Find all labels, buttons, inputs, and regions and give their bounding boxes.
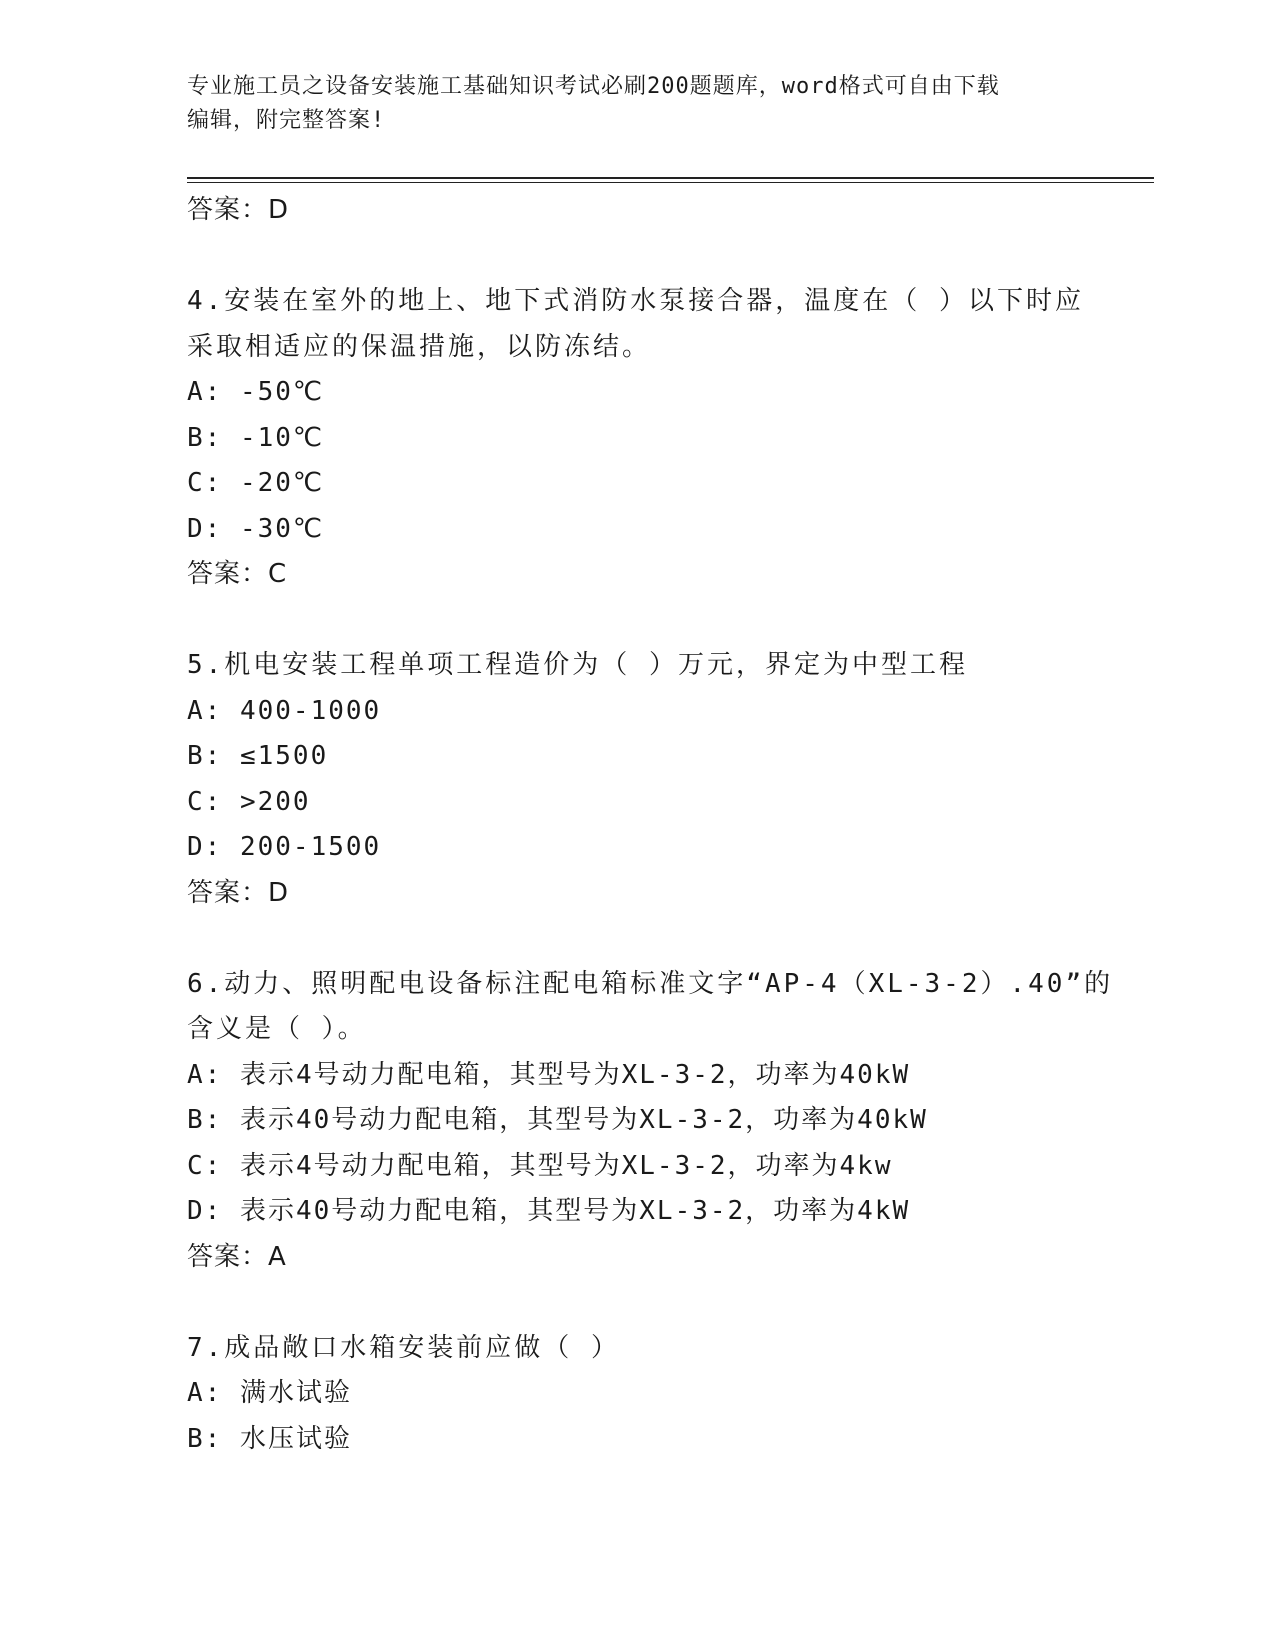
spacer (187, 916, 1117, 962)
question-7-option-b: B: 水压试验 (187, 1423, 352, 1454)
question-5-option-c: C: >200 (187, 786, 311, 817)
question-5-text-line-1: 5.机电安装工程单项工程造价为（ ）万元，界定为中型工程 (187, 650, 968, 680)
header-rule-thick (187, 177, 1154, 179)
question-4-text-line-1: 4.安装在室外的地上、地下式消防水泵接合器，温度在（ ）以下时应 (187, 286, 1084, 316)
header-rule-thin (187, 182, 1154, 183)
question-5-option-a: A: 400-1000 (187, 695, 382, 726)
question-4-option-d: D: -30℃ (187, 513, 325, 544)
question-4-option-b: B: -10℃ (187, 422, 325, 453)
spacer (187, 598, 1117, 644)
question-7 (187, 1326, 1117, 1463)
header-title-line-1: 专业施工员之设备安装施工基础知识考试必刷200题题库，word格式可自由下载 (187, 74, 1000, 99)
question-7-option-a: A: 满水试验 (187, 1378, 352, 1408)
question-5-option-d: D: 200-1500 (187, 832, 382, 862)
question-4-option-c: C: -20℃ (187, 468, 325, 498)
question-6-option-c: C: 表示4号动力配电箱，其型号为XL-3-2，功率为4kw (187, 1150, 893, 1181)
question-6-option-a: A: 表示4号动力配电箱，其型号为XL-3-2，功率为40kW (187, 1059, 911, 1090)
answer-q5: 答案：D (187, 877, 290, 908)
answer-q4: 答案：C (187, 559, 288, 589)
question-6-option-d: D: 表示40号动力配电箱，其型号为XL-3-2，功率为4kW (187, 1196, 911, 1226)
question-6-text-line-1: 6.动力、照明配电设备标注配电箱标准文字“AP-4（XL-3-2）.40”的 (187, 968, 1114, 999)
answer-q3: 答案：D (187, 195, 290, 225)
question-list (187, 188, 1117, 1462)
question-4-option-a: A: -50℃ (187, 377, 325, 407)
question-6-text-line-2: 含义是（ ）。 (187, 1014, 367, 1044)
answer-q6: 答案：A (187, 1241, 287, 1272)
header-title-line-2: 编辑，附完整答案! (187, 108, 386, 133)
question-4-text-line-2: 采取相适应的保温措施，以防冻结。 (187, 331, 652, 362)
question-7-text-line-1: 7.成品敞口水箱安装前应做（ ） (187, 1332, 620, 1363)
question-6-option-b: B: 表示40号动力配电箱，其型号为XL-3-2，功率为40kW (187, 1105, 928, 1135)
question-4 (187, 279, 1117, 598)
question-5 (187, 643, 1117, 916)
spacer (187, 1280, 1117, 1326)
question-5-option-b: B: ≤1500 (187, 741, 329, 771)
page-header (187, 70, 1087, 138)
spacer (187, 234, 1117, 280)
question-6 (187, 962, 1117, 1281)
